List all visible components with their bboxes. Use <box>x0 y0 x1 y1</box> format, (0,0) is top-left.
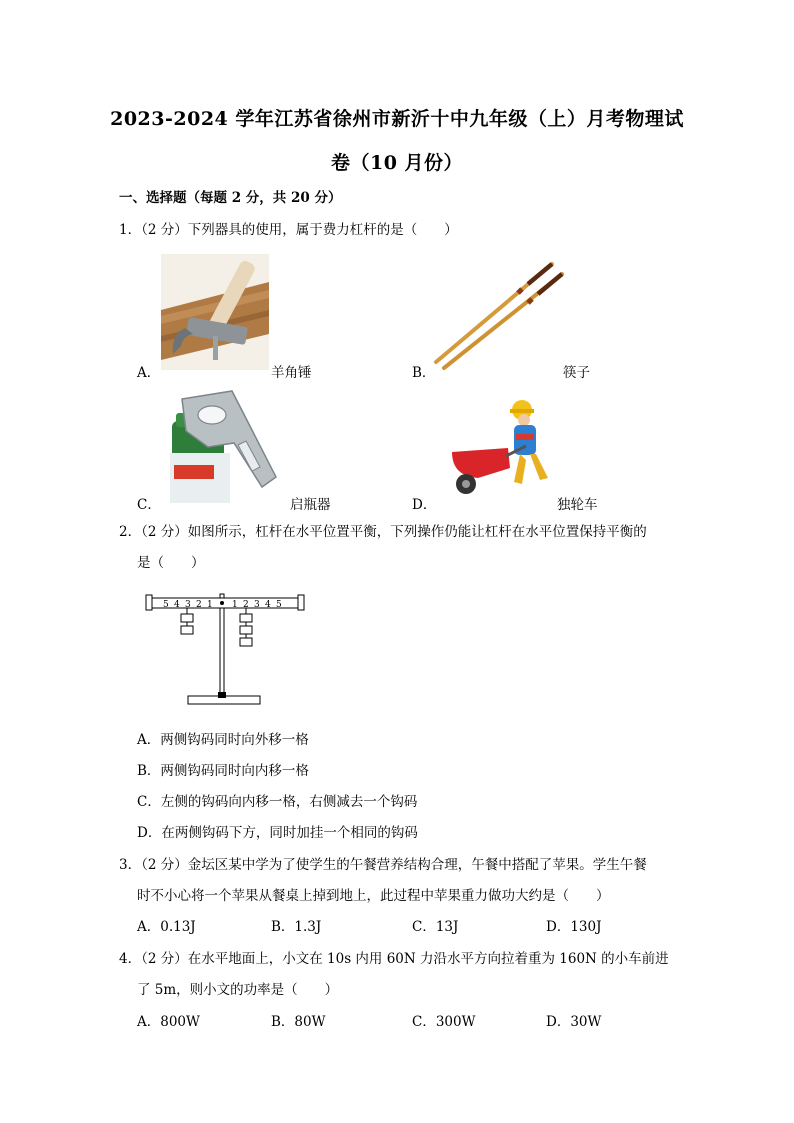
hook-weight <box>181 626 193 634</box>
q2-stem-line2: 是（ ） <box>137 555 205 571</box>
q3-stem-line1: 3．（2 分）金坛区某中学为了使学生的午餐营养结构合理，午餐中搭配了苹果。学生午餐 <box>119 857 647 873</box>
lever-right-number: 4 <box>265 600 271 610</box>
lever-right-number: 3 <box>254 600 260 610</box>
lever-right-number: 2 <box>243 600 249 610</box>
lever-left-number: 4 <box>174 600 180 610</box>
lever-left-number: 3 <box>185 600 191 610</box>
q4-option-b[interactable]: B．80W <box>271 1014 326 1030</box>
lever-right-number: 1 <box>232 600 238 610</box>
page-title-line1: 2023-2024 学年江苏省徐州市新沂十中九年级（上）月考物理试 <box>110 108 684 130</box>
bottle-opener-icon <box>168 391 288 503</box>
q4-option-c[interactable]: C．300W <box>412 1014 476 1030</box>
q1-option-d-caption: 独轮车 <box>557 497 598 513</box>
q4-stem-line1: 4．（2 分）在水平地面上，小文在 10s 内用 60N 力沿水平方向拉着重为 160N 的小车前进 <box>119 951 669 967</box>
right-hook-weights <box>240 608 252 646</box>
q2-option-a[interactable]: A．两侧钩码同时向外移一格 <box>137 732 309 748</box>
wheelbarrow-icon <box>448 398 558 502</box>
lever-left-number: 2 <box>196 600 202 610</box>
hook-weight <box>240 626 252 634</box>
q4-option-a[interactable]: A．800W <box>137 1014 200 1030</box>
q3-option-c[interactable]: C．13J <box>412 919 459 935</box>
section-heading: 一、选择题（每题 2 分，共 20 分） <box>119 190 342 206</box>
claw-hammer-icon <box>161 254 269 370</box>
hook-weight <box>240 638 252 646</box>
q1-option-b-caption: 筷子 <box>563 365 590 381</box>
q2-option-d[interactable]: D．在两侧钩码下方，同时加挂一个相同的钩码 <box>137 825 418 841</box>
q3-option-b[interactable]: B．1.3J <box>271 919 322 935</box>
q2-stem-line1: 2．（2 分）如图所示，杠杆在水平位置平衡，下列操作仍能让杠杆在水平位置保持平衡的 <box>119 524 647 540</box>
q1-option-c-letter[interactable]: C． <box>137 497 161 513</box>
lever-left-number: 5 <box>163 600 169 610</box>
q1-option-a-letter[interactable]: A． <box>137 365 161 381</box>
q3-option-d[interactable]: D．130J <box>546 919 602 935</box>
page-title-line2: 卷（10 月份） <box>330 152 464 174</box>
q4-stem-line2: 了 5m，则小文的功率是（ ） <box>137 982 339 998</box>
q1-stem: 1．（2 分）下列器具的使用，属于费力杠杆的是（ ） <box>119 222 458 238</box>
hook-weight <box>240 614 252 622</box>
q1-option-a-caption: 羊角锤 <box>271 365 312 381</box>
q1-option-d-letter[interactable]: D． <box>412 497 437 513</box>
q4-option-d[interactable]: D．30W <box>546 1014 602 1030</box>
left-hook-weights <box>181 608 193 634</box>
chopsticks-icon <box>430 260 570 372</box>
q2-option-c[interactable]: C．左侧的钩码向内移一格，右侧减去一个钩码 <box>137 794 418 810</box>
q3-stem-line2: 时不小心将一个苹果从餐桌上掉到地上，此过程中苹果重力做功大约是（ ） <box>137 888 610 904</box>
q2-option-b[interactable]: B．两侧钩码同时向内移一格 <box>137 763 309 779</box>
lever-diagram <box>140 590 310 712</box>
q1-option-c-caption: 启瓶器 <box>290 497 331 513</box>
lever-right-number: 5 <box>276 600 282 610</box>
hook-weight <box>181 614 193 622</box>
q1-option-b-letter[interactable]: B． <box>412 365 436 381</box>
lever-left-number: 1 <box>207 600 213 610</box>
q3-option-a[interactable]: A．0.13J <box>137 919 196 935</box>
